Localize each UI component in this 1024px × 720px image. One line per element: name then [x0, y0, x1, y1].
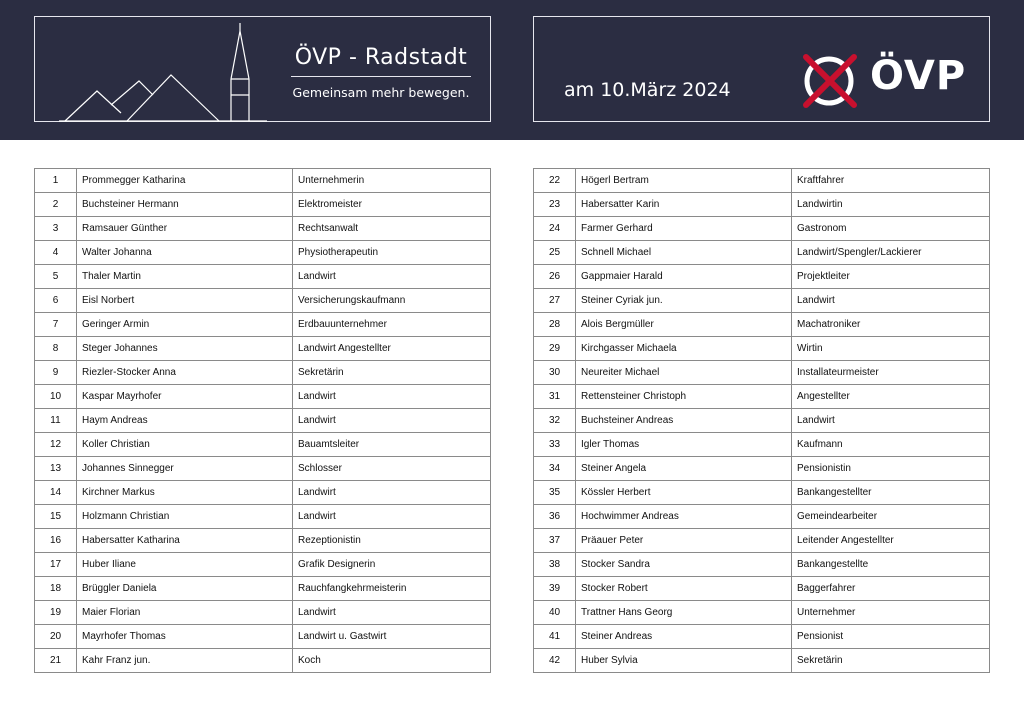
candidate-name: Thaler Martin — [77, 265, 293, 289]
candidate-number: 41 — [534, 625, 576, 649]
candidate-number: 40 — [534, 601, 576, 625]
candidate-occupation: Landwirt — [293, 385, 491, 409]
candidate-occupation: Landwirt Angestellter — [293, 337, 491, 361]
candidate-occupation: Elektromeister — [293, 193, 491, 217]
election-panel — [533, 16, 990, 122]
table-row — [35, 409, 491, 433]
candidate-number: 29 — [534, 337, 576, 361]
candidate-occupation: Kaufmann — [792, 433, 990, 457]
candidate-number: 19 — [35, 601, 77, 625]
candidate-number: 24 — [534, 217, 576, 241]
candidate-occupation: Bauamtsleiter — [293, 433, 491, 457]
candidate-name: Kirchgasser Michaela — [576, 337, 792, 361]
candidate-occupation: Sekretärin — [792, 649, 990, 673]
party-logo-text: ÖVP — [870, 53, 967, 99]
candidate-occupation: Pensionist — [792, 625, 990, 649]
candidate-occupation: Baggerfahrer — [792, 577, 990, 601]
candidate-occupation: Landwirt u. Gastwirt — [293, 625, 491, 649]
table-row — [35, 361, 491, 385]
candidate-number: 36 — [534, 505, 576, 529]
candidate-name: Hochwimmer Andreas — [576, 505, 792, 529]
table-row — [35, 337, 491, 361]
candidate-number: 31 — [534, 385, 576, 409]
candidate-occupation: Bankangestellter — [792, 481, 990, 505]
candidate-occupation: Landwirt/Spengler/Lackierer — [792, 241, 990, 265]
table-row — [35, 289, 491, 313]
candidate-occupation: Installateurmeister — [792, 361, 990, 385]
party-brand — [291, 45, 471, 100]
table-row — [35, 313, 491, 337]
candidate-name: Habersatter Katharina — [77, 529, 293, 553]
candidate-name: Kahr Franz jun. — [77, 649, 293, 673]
table-row — [35, 265, 491, 289]
candidate-name: Kirchner Markus — [77, 481, 293, 505]
election-date: am 10.März 2024 — [564, 79, 731, 101]
table-row — [534, 217, 990, 241]
candidate-occupation: Rechtsanwalt — [293, 217, 491, 241]
candidate-name: Farmer Gerhard — [576, 217, 792, 241]
header-banner — [0, 0, 1024, 140]
candidate-occupation: Koch — [293, 649, 491, 673]
candidate-number: 16 — [35, 529, 77, 553]
candidate-occupation: Landwirtin — [792, 193, 990, 217]
candidate-name: Buchsteiner Andreas — [576, 409, 792, 433]
candidate-name: Kössler Herbert — [576, 481, 792, 505]
candidate-number: 11 — [35, 409, 77, 433]
table-row — [35, 553, 491, 577]
candidate-number: 23 — [534, 193, 576, 217]
candidate-number: 27 — [534, 289, 576, 313]
candidate-name: Steiner Andreas — [576, 625, 792, 649]
candidate-name: Habersatter Karin — [576, 193, 792, 217]
candidate-name: Maier Florian — [77, 601, 293, 625]
candidate-occupation: Projektleiter — [792, 265, 990, 289]
candidate-occupation: Landwirt — [293, 409, 491, 433]
candidate-number: 37 — [534, 529, 576, 553]
candidate-number: 6 — [35, 289, 77, 313]
candidate-name: Koller Christian — [77, 433, 293, 457]
table-row — [534, 577, 990, 601]
candidate-number: 9 — [35, 361, 77, 385]
candidate-name: Kaspar Mayrhofer — [77, 385, 293, 409]
candidate-number: 13 — [35, 457, 77, 481]
table-row — [534, 337, 990, 361]
candidate-name: Stocker Robert — [576, 577, 792, 601]
candidate-number: 10 — [35, 385, 77, 409]
candidate-name: Holzmann Christian — [77, 505, 293, 529]
candidate-occupation: Machatroniker — [792, 313, 990, 337]
candidate-occupation: Unternehmer — [792, 601, 990, 625]
table-row — [35, 529, 491, 553]
candidate-number: 15 — [35, 505, 77, 529]
candidate-number: 17 — [35, 553, 77, 577]
candidate-number: 8 — [35, 337, 77, 361]
party-title: ÖVP - Radstadt — [291, 45, 471, 77]
table-row — [534, 193, 990, 217]
table-row — [35, 241, 491, 265]
candidate-number: 30 — [534, 361, 576, 385]
candidate-occupation: Versicherungskaufmann — [293, 289, 491, 313]
candidate-name: Stocker Sandra — [576, 553, 792, 577]
candidate-name: Högerl Bertram — [576, 169, 792, 193]
candidate-number: 3 — [35, 217, 77, 241]
candidate-occupation: Leitender Angestellter — [792, 529, 990, 553]
table-row — [35, 193, 491, 217]
table-row — [534, 553, 990, 577]
candidate-name: Schnell Michael — [576, 241, 792, 265]
candidate-name: Buchsteiner Hermann — [77, 193, 293, 217]
table-row — [35, 217, 491, 241]
candidate-occupation: Gastronom — [792, 217, 990, 241]
candidate-occupation: Grafik Designerin — [293, 553, 491, 577]
table-row — [35, 385, 491, 409]
table-row — [35, 457, 491, 481]
candidate-occupation: Schlosser — [293, 457, 491, 481]
candidate-occupation: Wirtin — [792, 337, 990, 361]
candidate-name: Rettensteiner Christoph — [576, 385, 792, 409]
candidate-name: Geringer Armin — [77, 313, 293, 337]
candidate-occupation: Angestellter — [792, 385, 990, 409]
candidate-name: Ramsauer Günther — [77, 217, 293, 241]
table-row — [534, 481, 990, 505]
table-row — [35, 169, 491, 193]
table-row — [534, 649, 990, 673]
candidate-name: Gappmaier Harald — [576, 265, 792, 289]
candidate-number: 33 — [534, 433, 576, 457]
table-row — [534, 361, 990, 385]
table-row — [534, 169, 990, 193]
candidate-occupation: Rauchfangkehrmeisterin — [293, 577, 491, 601]
candidate-name: Trattner Hans Georg — [576, 601, 792, 625]
candidate-occupation: Pensionistin — [792, 457, 990, 481]
candidate-number: 12 — [35, 433, 77, 457]
candidate-name: Steiner Cyriak jun. — [576, 289, 792, 313]
candidate-name: Huber Sylvia — [576, 649, 792, 673]
table-row — [534, 625, 990, 649]
table-row — [534, 433, 990, 457]
candidate-name: Präauer Peter — [576, 529, 792, 553]
candidate-number: 7 — [35, 313, 77, 337]
candidate-name: Steiner Angela — [576, 457, 792, 481]
candidate-occupation: Kraftfahrer — [792, 169, 990, 193]
candidate-number: 18 — [35, 577, 77, 601]
candidate-name: Neureiter Michael — [576, 361, 792, 385]
table-row — [534, 241, 990, 265]
table-row — [534, 457, 990, 481]
candidate-name: Mayrhofer Thomas — [77, 625, 293, 649]
table-row — [534, 313, 990, 337]
candidate-occupation: Physiotherapeutin — [293, 241, 491, 265]
table-row — [534, 529, 990, 553]
ballot-cross-icon — [802, 53, 860, 109]
candidate-number: 21 — [35, 649, 77, 673]
candidate-name: Brüggler Daniela — [77, 577, 293, 601]
table-row — [35, 625, 491, 649]
candidate-occupation: Gemeindearbeiter — [792, 505, 990, 529]
candidate-name: Eisl Norbert — [77, 289, 293, 313]
candidate-number: 1 — [35, 169, 77, 193]
candidate-name: Haym Andreas — [77, 409, 293, 433]
table-row — [534, 385, 990, 409]
candidate-number: 32 — [534, 409, 576, 433]
candidate-number: 42 — [534, 649, 576, 673]
candidate-name: Prommegger Katharina — [77, 169, 293, 193]
candidate-occupation: Erdbauunternehmer — [293, 313, 491, 337]
candidate-name: Igler Thomas — [576, 433, 792, 457]
candidate-occupation: Rezeptionistin — [293, 529, 491, 553]
candidate-occupation: Landwirt — [293, 481, 491, 505]
table-row — [35, 433, 491, 457]
candidate-number: 39 — [534, 577, 576, 601]
candidate-table-left — [34, 168, 491, 673]
candidate-name: Huber Iliane — [77, 553, 293, 577]
candidate-number: 22 — [534, 169, 576, 193]
table-row — [35, 601, 491, 625]
candidate-number: 20 — [35, 625, 77, 649]
table-row — [534, 289, 990, 313]
candidate-number: 38 — [534, 553, 576, 577]
candidate-number: 5 — [35, 265, 77, 289]
table-row — [534, 409, 990, 433]
candidate-number: 35 — [534, 481, 576, 505]
candidate-number: 2 — [35, 193, 77, 217]
table-row — [534, 265, 990, 289]
candidate-name: Walter Johanna — [77, 241, 293, 265]
table-row — [35, 649, 491, 673]
table-row — [35, 577, 491, 601]
candidate-occupation: Bankangestellte — [792, 553, 990, 577]
candidate-occupation: Landwirt — [293, 265, 491, 289]
candidate-name: Alois Bergmüller — [576, 313, 792, 337]
candidate-occupation: Landwirt — [792, 289, 990, 313]
candidate-occupation: Landwirt — [293, 505, 491, 529]
table-row — [35, 481, 491, 505]
candidate-occupation: Unternehmerin — [293, 169, 491, 193]
candidate-number: 26 — [534, 265, 576, 289]
table-row — [35, 505, 491, 529]
table-row — [534, 505, 990, 529]
candidate-name: Johannes Sinnegger — [77, 457, 293, 481]
candidate-occupation: Sekretärin — [293, 361, 491, 385]
candidate-number: 14 — [35, 481, 77, 505]
candidate-occupation: Landwirt — [293, 601, 491, 625]
candidate-number: 25 — [534, 241, 576, 265]
party-panel — [34, 16, 491, 122]
candidate-number: 4 — [35, 241, 77, 265]
candidate-name: Steger Johannes — [77, 337, 293, 361]
candidate-number: 34 — [534, 457, 576, 481]
table-row — [534, 601, 990, 625]
party-slogan: Gemeinsam mehr bewegen. — [292, 85, 470, 100]
candidate-occupation: Landwirt — [792, 409, 990, 433]
candidate-name: Riezler-Stocker Anna — [77, 361, 293, 385]
candidate-table-right — [533, 168, 990, 673]
candidate-number: 28 — [534, 313, 576, 337]
